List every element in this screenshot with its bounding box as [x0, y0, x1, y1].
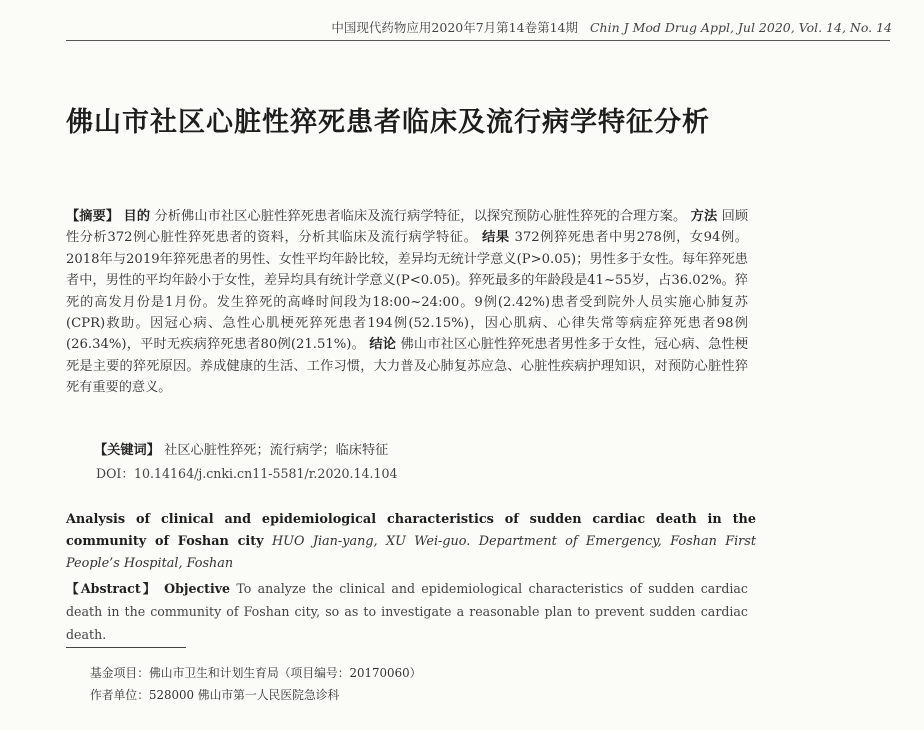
methods-text: 回顾性分析372例心脏性猝死患者的资料，分析其临床及流行病学特征。 — [66, 209, 749, 246]
conclusion-text: 佛山市社区心脏性猝死患者男性多于女性，冠心病、急性梗死是主要的猝死原因。养成健康的生活、工作习惯，大力普及心肺复苏应急、心脏性疾病护理知识，对预防心脏性猝死有重要的意义。 — [66, 337, 749, 396]
running-header — [330, 18, 892, 36]
english-abstract — [66, 577, 748, 646]
objective-text: 分析佛山市社区心脏性猝死患者临床及流行病学特征，以探究预防心脏性猝死的合理方案。 — [154, 209, 687, 224]
english-abstract-label: 【Abstract】 — [66, 581, 158, 596]
english-title-block — [66, 509, 756, 575]
header-en: Chin J Mod Drug Appl, Jul 2020, Vol. 14, No. 14 — [589, 20, 892, 35]
english-objective-label: Objective — [164, 581, 231, 596]
paper-title: 佛山市社区心脏性猝死患者临床及流行病学特征分析 — [66, 107, 710, 138]
keywords — [94, 441, 744, 461]
footnote-unit: 作者单位：528000 佛山市第一人民医院急诊科 — [90, 688, 340, 702]
header-cn: 中国现代药物应用2020年7月第14卷第14期 — [331, 20, 578, 35]
results-text: 372例猝死患者中男278例，女94例。2018年与2019年猝死患者的男性、女性平均年龄比较，差异均无统计学意义(P>0.05)；男性多于女性。每年猝死患者中，男性的平均年龄小于女性，差异均具有统计学意义(P<0.05)。猝死最多的年龄段是41~55岁，占36.02%。猝死的高发月份是1月份。发生猝死的高峰时间段为18:00~24:00。9例(2.42%)患者受到院外人员实施心肺复苏(CPR)救助。因冠心病、急性心肌梗死猝死患者194例(52.15%)，因心肌病、心律失常等病症猝死患者98例(26.34%)，平时无疾病猝死患者80例(21.51%)。 — [66, 230, 748, 353]
chinese-abstract — [66, 206, 748, 399]
english-authors: HUO Jian-yang, XU Wei-guo. Department of Emergency, Foshan First People’s Hospital, Foshan — [66, 534, 756, 571]
results-label: 结果 — [482, 230, 510, 246]
footnote-fund: 基金项目：佛山市卫生和计划生育局（项目编号：20170060） — [90, 666, 422, 680]
keywords-text: 社区心脏性猝死；流行病学；临床特征 — [164, 443, 389, 458]
keywords-label: 【关键词】 — [94, 443, 160, 458]
footnote-rule — [66, 647, 186, 648]
abstract-label: 【摘要】 — [66, 209, 120, 224]
methods-label: 方法 — [690, 209, 718, 224]
header-rule — [66, 40, 890, 41]
doi: DOI：10.14164/j.cnki.cn11-5581/r.2020.14.104 — [96, 466, 398, 481]
objective-label: 目的 — [123, 209, 151, 224]
english-title: Analysis of clinical and epidemiological characteristics of sudden cardiac death in the community of Foshan city — [66, 512, 756, 549]
conclusion-label: 结论 — [369, 337, 397, 353]
english-objective-text: To analyze the clinical and epidemiological characteristics of sudden cardiac death in the community of Foshan city, so as to investigate a reasonable plan to prevent sudden cardiac death. — [66, 581, 748, 642]
